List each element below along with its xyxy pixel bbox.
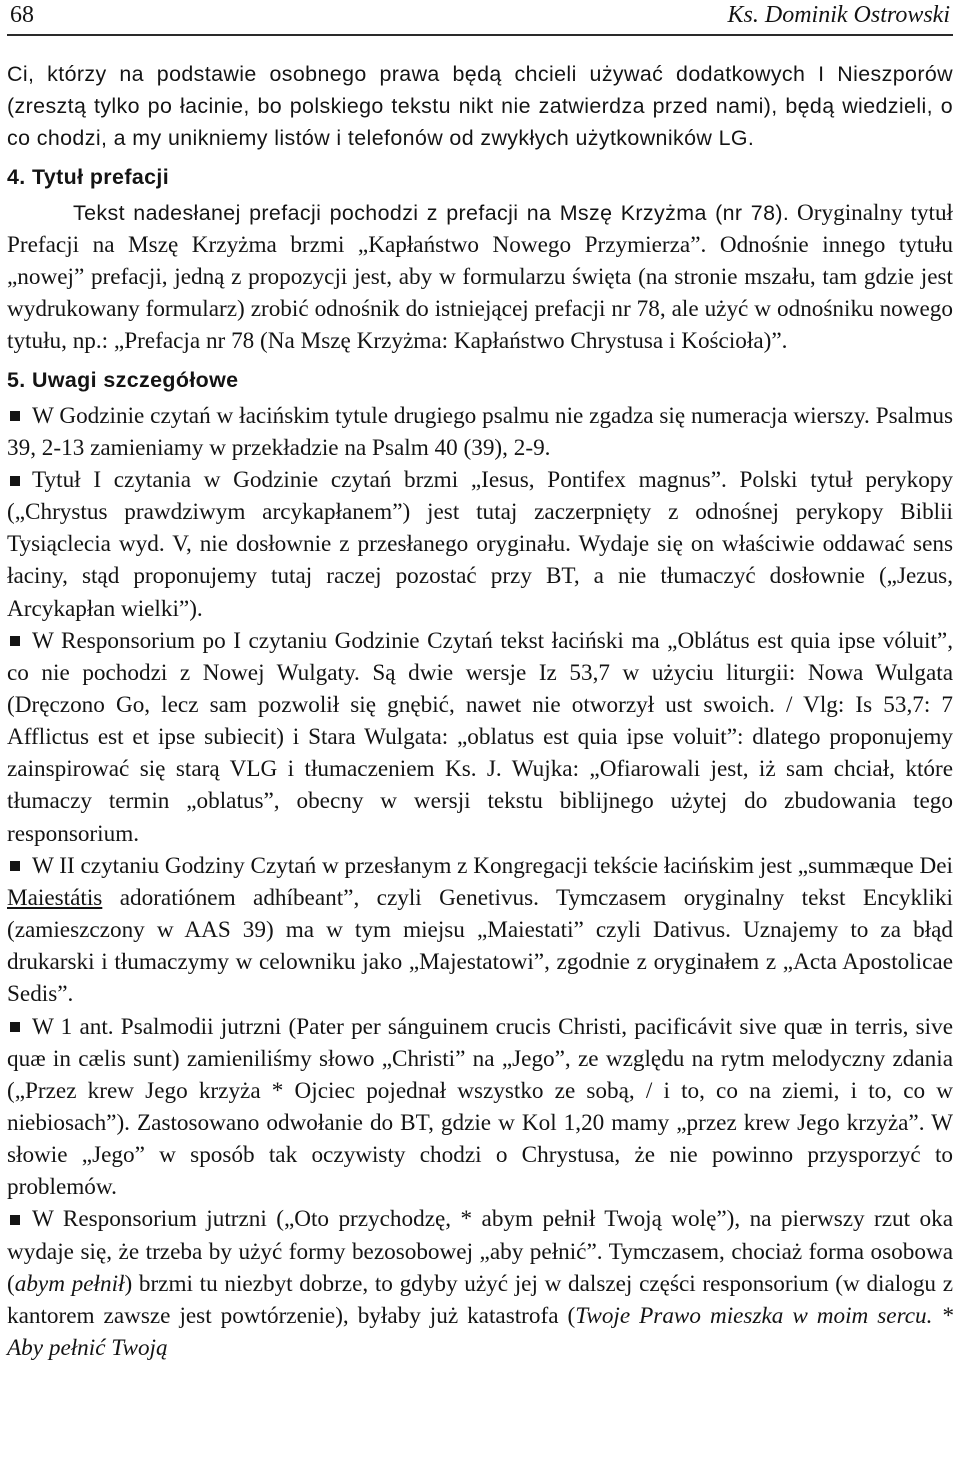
square-bullet-icon	[10, 476, 20, 486]
italic-phrase-2: Twoje Prawo mieszka w moim sercu. * Aby pełnić Twoją	[7, 1302, 953, 1362]
remark-item-6	[7, 1203, 953, 1364]
section-4-body: Oryginalny tytuł Prefacji na Mszę Krzyżma brzmi „Kapłaństwo Nowego Przymierza”. Odnośnie innego tytułu „nowej” prefacji, jedną z propozycji jest, aby w formularzu święta (na stronie mszału, tam gdzie jest wydrukowany formularz) zrobić odnośnik do istniejącej prefacji nr 78, ale użyć w odnośniku nowego tytułu, np.: „Prefacja nr 78 (Na Mszę Krzyżma: Kapłaństwo Chrystusa i Kościoła)”.	[7, 199, 953, 355]
section-4-lead: Tekst nadesłanej prefacji pochodzi z prefacji na Mszę Krzyżma (nr 78).	[73, 200, 790, 225]
square-bullet-icon	[10, 1215, 20, 1225]
remark-text-4a: W II czytaniu Godziny Czytań w przesłanym z Kongregacji tekście łacińskim jest „summæque Dei	[32, 852, 954, 879]
remark-text-6a: W Responsorium jutrzni („Oto przychodzę, * abym pełnił Twoją wolę”), na pierwszy rzut oka wydaje się, że trzeba by użyć formy bezosobowej „aby pełnić”. Tymczasem, chociaż forma osobowa (	[7, 1206, 953, 1297]
remark-text-5: W 1 ant. Psalmodii jutrzni (Pater per sánguinem crucis Christi, pacificávit sive quæ in terris, sive quæ in cælis sunt) zamieniliśmy słowo „Christi” na „Jego”, ze względu na rytm melodyczny zdania („Przez krew Jego krzyża * Ojciec pojednał wszystko ze sobą, / i to, co na ziemi, i to, co w niebiosach”). Zastosowano odwołanie do BT, gdzie w Kol 1,20 mamy „przez krew Jego krzyża”. W słowie „Jego” w sposób tak oczywisty chodzi o Chrystusa, że nie powinno przysporzyć to problemów.	[7, 1013, 953, 1201]
section-heading-5: 5. Uwagi szczegółowe	[7, 368, 239, 393]
square-bullet-icon	[10, 636, 20, 646]
intro-paragraph: Ci, którzy na podstawie osobnego prawa będą chcieli używać dodatkowych I Nieszporów (zresztą tylko po łacinie, bo polskiego tekstu nikt nie zatwierdza przed nami), będą wiedzieli, o co chodzi, a my unikniemy listów i telefonów od zwykłych użytkowników LG.	[7, 62, 953, 151]
remark-text-4b: adoratiónem adhíbeant”, czyli Genetivus. Tymczasem oryginalny tekst Encykliki (zamieszczony w AAS 39) ma w tym miejsu „Maiestati” czyli Dativus. Uznajemy to za błąd drukarski i tłumaczymy w celowniku jako „Majestatowi”, zgodnie z oryginałem z „Acta Apostolicae Sedis”.	[7, 884, 953, 1008]
section-heading-4: 4. Tytuł prefacji	[7, 165, 170, 190]
square-bullet-icon	[10, 411, 20, 421]
remark-item-2	[7, 464, 953, 625]
remark-item-3	[7, 625, 953, 850]
square-bullet-icon	[10, 861, 20, 871]
square-bullet-icon	[10, 1022, 20, 1032]
remark-text-6b: ) brzmi tu niezbyt dobrze, to gdyby użyć jej w dalszej części responsorium (w dialogu z kantorem zawsze jest powtórzenie), byłaby już katastrofa (	[7, 1270, 953, 1329]
italic-phrase-1: abym pełnił	[14, 1270, 125, 1297]
remark-item-5	[7, 1011, 953, 1204]
remark-text-1: W Godzinie czytań w łacińskim tytule drugiego psalmu nie zgadza się numeracja wierszy. Psalmus 39, 2-13 zamieniamy w przekładzie na Psalm 40 (39), 2-9.	[7, 402, 953, 461]
page-number: 68	[10, 2, 34, 28]
page-body	[7, 58, 953, 1364]
section-4-paragraph	[7, 197, 953, 358]
remark-text-3: W Responsorium po I czytaniu Godzinie Czytań tekst łaciński ma „Oblátus est quia ipse vóluit”, co nie pochodzi z Nowej Wulgaty. Są dwie wersje Iz 53,7 w użyciu liturgii: Nowa Wulgata (Dręczono Go, lecz sam pozwolił się gnębić, nawet nie otworzył ust swoich. / Vlg: Is 53,7: 7 Afflictus est et ipse subiecit) i Stara Wulgata: „oblatus est quia ipse voluit”: dlatego proponujemy zainspirować się starą VLG i tłumaczeniem Ks. J. Wujka: „Ofiarowali jest, iż sam chciał, które tłumaczy termin „oblatus”, obecny w wersji tekstu biblijnego użytej do zbudowania tego responsorium.	[7, 627, 953, 847]
remark-item-4	[7, 850, 953, 1011]
underlined-term: Maiestátis	[7, 884, 103, 911]
running-head: Ks. Dominik Ostrowski	[727, 2, 950, 28]
remark-text-2: Tytuł I czytania w Godzinie czytań brzmi „Iesus, Pontifex magnus”. Polski tytuł perykopy („Chrystus prawdziwym arcykapłanem”) jest tutaj zaczerpnięty z odnośnej perykopy Biblii Tysiąclecia wyd. V, nie dosłownie z przesłanego oryginału. Wydaje się on właściwie oddawać sens łaciny, stąd proponujemy tutaj raczej pozostać przy BT, a nie tłumaczyć dosłownie („Jezus, Arcykapłan wielki”).	[7, 466, 953, 622]
page-header	[7, 0, 953, 36]
remark-item-1	[7, 400, 953, 464]
